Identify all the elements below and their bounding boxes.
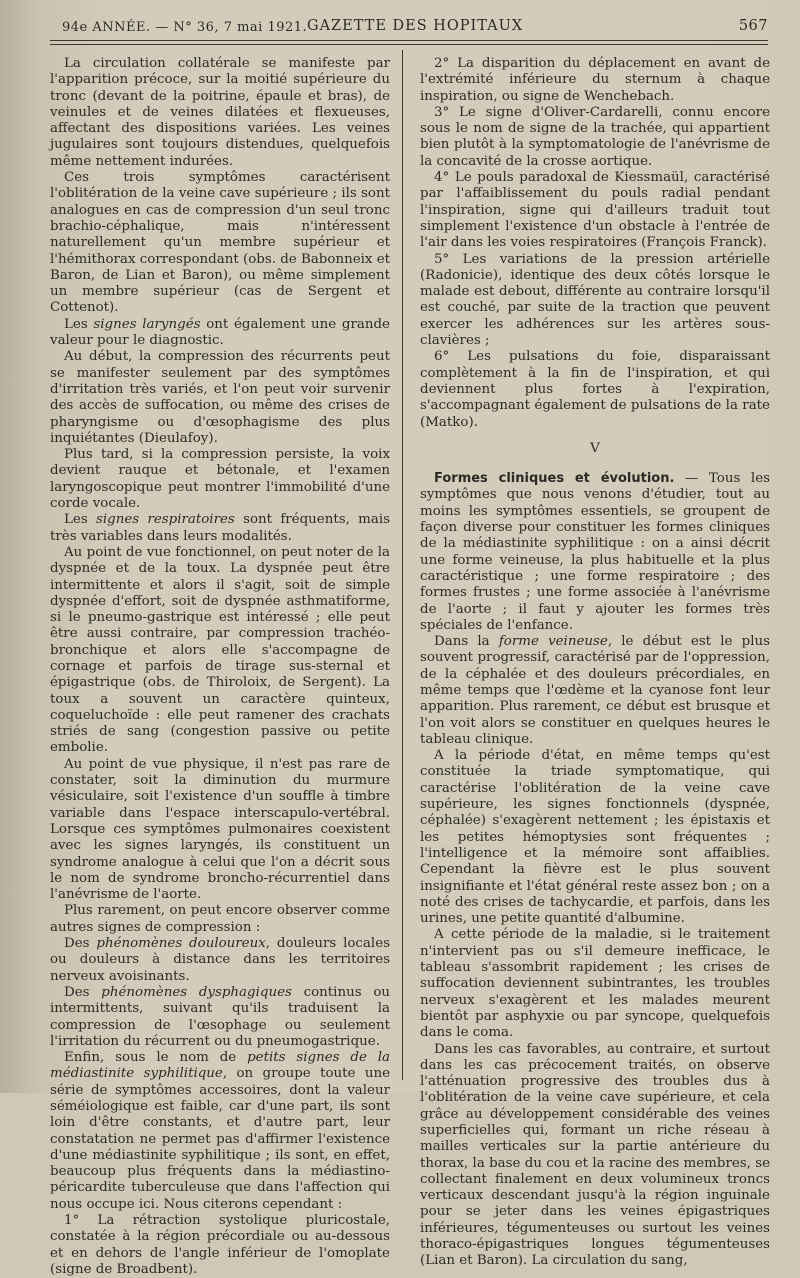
paragraph <box>420 56 770 105</box>
paragraph-lead: Des <box>64 936 97 952</box>
paragraph <box>50 170 390 317</box>
paragraph <box>50 56 390 170</box>
paragraph <box>50 757 390 904</box>
paragraph <box>50 349 390 447</box>
issue-info: 94e ANNÉE. — N° 36, 7 mai 1921. <box>62 20 308 35</box>
paragraph-lead: Des <box>64 984 102 1000</box>
paragraph <box>50 1050 390 1213</box>
italic-term: petits signes de la médiastinite syphilitique <box>50 1050 391 1082</box>
paragraph-text: Dans les cas favorables, au contraire, et surtout dans les cas précocement traités, on observe l'atténuation progressive des troubles dus à l'oblitération de la veine cave supérieure, et cela grâce au développement considérable des veines superficielles qui, formant un riche réseau à mailles verticales sur la partie antérieure du thorax, la base du cou et la racine des membres, se collectant finalement en deux volumineux troncs verticaux descendant jusqu'à la région inguinale pour se jeter dans les veines épigastriques inférieures, tégumenteuses ou surtout les veines thoraco-épigastriques longues tégumenteuses (Lian et Baron). La circulation du sang, <box>420 1041 770 1269</box>
paragraph-text: , le début est le plus souvent progressif, caractérisé par de l'oppression, de la céphalée et des douleurs précordiales, en même temps que l'œdème et la cyanose font leur apparition. Plus rarement, ce début est brusque et l'on voit alors se constituer en quelques heures le tableau clinique. <box>420 634 770 747</box>
paragraph <box>420 349 770 430</box>
paragraph-lead: Les <box>64 512 96 528</box>
paragraph <box>420 1042 770 1270</box>
paragraph-text: 2° La disparition du déplacement en avant de l'extrémité inférieure du sternum à chaque inspiration, ou signe de Wenchebach. <box>420 56 770 104</box>
paragraph <box>50 447 390 512</box>
paragraph <box>50 1213 390 1278</box>
paragraph-lead: Dans la <box>434 634 499 650</box>
paragraph-text: A cette période de la maladie, si le traitement n'intervient pas ou s'il demeure inefficace, le tableau s'assombrit rapidement ; les crises de suffocation deviennent subintrantes, les troubles nerveux s'exagèrent et les malades meurent bientôt par asphyxie ou par syncope, quelquefois dans le coma. <box>420 927 770 1041</box>
paragraph <box>420 170 770 251</box>
paragraph-text: 3° Le signe d'Oliver-Cardarelli, connu encore sous le nom de signe de la trachée, qui appartient bien plutôt à la symptomatologie de l'anévrisme de la concavité de la crosse aortique. <box>420 104 770 169</box>
right-column <box>420 56 770 1270</box>
paragraph <box>420 471 770 634</box>
paragraph <box>50 545 390 757</box>
italic-term: phénomènes dysphagiques <box>101 984 292 1000</box>
paragraph <box>420 105 770 170</box>
paragraph-text: sont fréquents, mais très variables dans leurs modalités. <box>50 512 390 544</box>
paragraph <box>50 985 390 1050</box>
paragraph-text: La circulation collatérale se manifeste par l'apparition précoce, sur la moitié supérieure du tronc (devant de la poitrine, épaule et bras), de veinules et de veines dilatées et flexueuses, affectant des dispositions variées. Les veines jugulaires sont toujours distendues, quelquefois même nettement indurées. <box>50 56 390 169</box>
paragraph-text: 6° Les pulsations du foie, disparaissant complètement à la fin de l'inspiration, et qui deviennent plus fortes à l'expiration, s'accompagnant également de pulsations de la rate (Matko). <box>420 349 770 430</box>
paragraph-text: Ces trois symptômes caractérisent l'oblitération de la veine cave supérieure ; ils sont analogues en cas de compression d'un seul tronc brachio-céphalique, mais n'intéressent naturellement qu'un membre supérieur et l'hémithorax correspondant (obs. de Babonneix et Baron, de Lian et Baron), ou même simplement un membre supérieur (cas de Sergent et Cottenot). <box>50 170 391 316</box>
left-column <box>50 56 390 1278</box>
paragraph-text: 4° Le pouls paradoxal de Kiessmaül, caractérisé par l'affaiblissement du pouls radial pendant l'inspiration, signe qui d'ailleurs traduit tout simplement l'existence d'un obstacle à l'entrée de l'air dans les voies respiratoires (François Franck). <box>420 170 770 251</box>
paragraph-text: Plus tard, si la compression persiste, la voix devient rauque et bétonale, et l'examen laryngoscopique peut montrer l'immobilité d'une corde vocale. <box>50 447 390 512</box>
paragraph-text: A la période d'état, en même temps qu'est constituée la triade symptomatique, qui caractérise l'oblitération de la veine cave supérieure, les signes fonctionnels (dyspnée, céphalée) s'exagèrent nettement ; les épistaxis et les petites hémoptysies sont fréquentes ; l'intelligence et la mémoire sont affaiblies. Cependant la fièvre est le plus souvent insignifiante et l'état général reste assez bon ; on a noté des crises de tachycardie, et parfois, dans les urines, une petite quantité d'albumine. <box>420 748 770 927</box>
italic-term: phénomènes douloureux <box>96 936 266 952</box>
paragraph-text: Au début, la compression des récurrents peut se manifester seulement par des symptômes d'irritation très variés, et l'on peut voir survenir des accès de suffocation, ou même des crises de pharyngisme ou d'œsophagisme des plus inquiétantes (Dieulafoy). <box>50 349 390 446</box>
paragraph-text: — Tous les symptômes que nous venons d'étudier, tout au moins les symptômes essentiels, se groupent de façon diverse pour constituer les formes cliniques de la médiastinite syphilitique : on a ainsi décrit une forme veineuse, la plus habituelle et la plus caractéristique ; une forme respiratoire ; des formes frustes ; une forme associée à l'anévrisme de l'aorte ; il faut y ajouter les formes très spéciales de l'enfance. <box>420 471 770 633</box>
paragraph <box>420 634 770 748</box>
paragraph-text: , douleurs locales ou douleurs à distance dans les territoires nerveux avoisinants. <box>50 936 390 984</box>
italic-term: forme veineuse <box>498 634 608 650</box>
page-header <box>62 14 768 38</box>
paragraph-text: 1° La rétraction systolique pluricostale, constatée à la région précordiale ou au-dessous et en dehors de l'angle inférieur de l'omoplate (signe de Broadbent). <box>50 1213 390 1277</box>
section-heading: Formes cliniques et évolution. <box>434 471 675 487</box>
paragraph <box>50 903 390 936</box>
paragraph-text: Au point de vue physique, il n'est pas rare de constater, soit la diminution du murmure vésiculaire, soit l'existence d'un souffle à timbre variable dans l'espace interscapulo-vertébral. Lorsque ces symptômes pulmonaires coexistent avec les signes laryngés, ils constituent un syndrome analogue à celui que l'on a décrit sous le nom de syndrome broncho-récurrentiel dans l'anévrisme de l'aorte. <box>50 756 390 903</box>
paragraph <box>50 317 390 350</box>
paragraph <box>420 927 770 1041</box>
paragraph <box>420 748 770 927</box>
paragraph-lead: Enfin, sous le nom de <box>64 1050 248 1066</box>
header-rule <box>50 40 768 41</box>
section-number: V <box>590 440 600 456</box>
paragraph-text: Au point de vue fonctionnel, on peut noter de la dyspnée et de la toux. La dyspnée peut être intermittente et alors il s'agit, soit de simple dyspnée d'effort, soit de dyspnée asthmatiforme, si le pneumo-gastrique est intéressé ; elle peut être aussi contraire, par compression trachéo-bronchique et alors elle s'accompagne de cornage et parfois de tirage sus-sternal et épigastrique (obs. de Thiroloix, de Sergent). La toux a souvent un caractère quinteux, coqueluchoïde : elle peut ramener des crachats striés de sang (congestion passive ou petite embolie. <box>50 544 390 756</box>
italic-term: signes respiratoires <box>95 512 235 528</box>
paragraph-text: Plus rarement, on peut encore observer comme autres signes de compression : <box>50 903 390 935</box>
paragraph-text: , on groupe toute une série de symptômes accessoires, dont la valeur séméiologique est faible, car d'une part, ils sont loin d'être constants, et d'autre part, leur constatation ne permet pas d'affirmer l'existence d'une médiastinite syphilitique ; ils sont, en effet, beaucoup plus fréquents dans la médiastino-péricardite tuberculeuse que dans l'affection qui nous occupe ici. Nous citerons cependant : <box>50 1066 391 1212</box>
paragraph <box>50 936 390 985</box>
paragraph <box>50 512 390 545</box>
paragraph-text: ont également une grande valeur pour le diagnostic. <box>50 316 390 349</box>
italic-term: signes laryngés <box>93 316 201 332</box>
page-number: 567 <box>738 18 768 34</box>
header-rule-thin <box>50 44 768 45</box>
journal-title: GAZETTE DES HOPITAUX <box>307 18 524 34</box>
paragraph <box>420 252 770 350</box>
paragraph-text: continus ou intermittents, suivant qu'ils traduisent la compression de l'œsophage ou seulement l'irritation du récurrent ou du pneumogastrique. <box>50 984 391 1049</box>
paragraph-text: 5° Les variations de la pression artérielle (Radonicie), identique des deux côtés lorsque le malade est debout, différente au contraire lorsqu'il est couché, par suite de la traction que peuvent exercer les adhérences sur les artères sous-clavières ; <box>420 251 770 349</box>
paragraph-lead: Les <box>64 316 94 332</box>
column-divider <box>402 50 403 1080</box>
